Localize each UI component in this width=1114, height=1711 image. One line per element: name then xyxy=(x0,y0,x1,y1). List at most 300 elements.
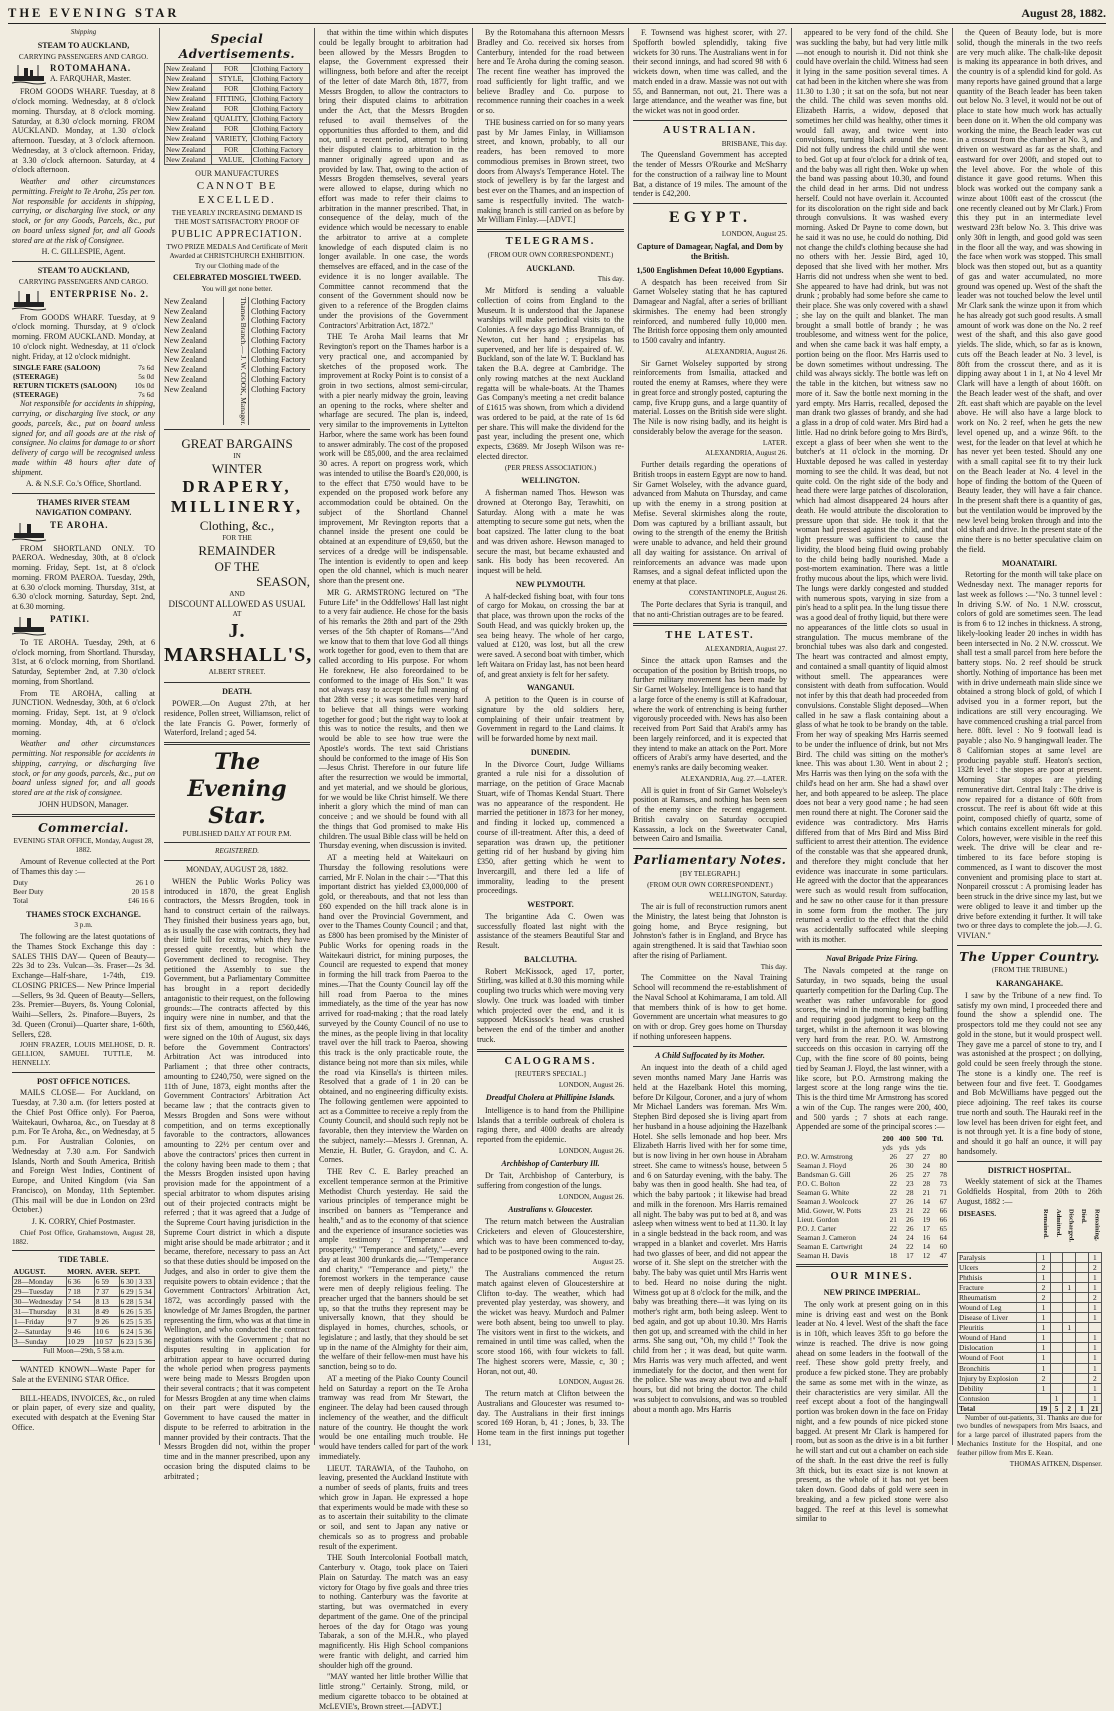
commercial-head: Commercial. xyxy=(38,820,129,835)
ship-agent: A. & N.S.F. Co.'s Office, Shortland. xyxy=(25,479,142,489)
factory-row xyxy=(165,84,310,94)
hospital-cell xyxy=(1076,1313,1089,1323)
hospital-cell: 2 xyxy=(1088,1373,1101,1383)
factory-row xyxy=(165,124,310,134)
hospital-row xyxy=(958,1383,1102,1393)
divider xyxy=(12,1360,155,1361)
millinery-word: MILLINERY, xyxy=(170,497,304,517)
yearly-demand: THE YEARLY INCREASING DEMAND IS THE MOST SATISFACTORY PROOF OF xyxy=(171,209,303,226)
steamer-icon xyxy=(12,614,46,636)
dateline: LONDON, August 25. xyxy=(721,229,787,238)
latest-text-2: All is quiet in front of Sir Garnet Wolseley's position at Ramses, and nothing has been seen of the enemy since the recent engagement. British cavalry on Saturday occupied Kassassin, a lock on the Sweetwater Canal, between Cairo and Ismailia. xyxy=(633,785,787,844)
zealand-item: New Zealand xyxy=(164,355,207,365)
exchange-head: THAMES STOCK EXCHANGE. xyxy=(26,909,141,919)
zealand-list xyxy=(164,297,223,425)
factory-cell: New Zealand xyxy=(165,94,212,104)
hospital-header: DISEASES. xyxy=(958,1208,997,1218)
hospital-cell xyxy=(1076,1363,1089,1373)
hospital-cell: Contusion xyxy=(958,1393,1037,1403)
hospital-cell xyxy=(1063,1313,1076,1323)
newplymouth-text: A half-decked fishing boat, with four tons of cargo for Mokau, on crossing the bar at that place, was thrown upon the rocks of the South Head, and was quickly broken up, the sea being heavy. The whole of her cargo, valued at £120, was lost, but all the crew were saved. A second boat with timber, which left Waitara on Friday last, has not been heard of, and great anxiety is felt for her safety. xyxy=(477,591,624,679)
steam-auckland-head-2: STEAM TO AUCKLAND, xyxy=(37,266,130,276)
factory-row xyxy=(165,114,310,124)
factory-cell: FOR xyxy=(211,104,251,114)
football-match: THE South Intercolonial Football match, Canterbury v. Otago, took place on Taieri Plain on Saturday. The match was an easy victory for Otago by five goals and three tries to nothing. Canterbury was the favorite at starting, but was overmatched in every department of the game. One of the principal heroes of the day for Otago was young Tabarak, a son of the M.H.R., who played magnificently. His High School companions were frantic with delight, and carried him shoulder high off the ground. xyxy=(319,1553,468,1670)
naval-row xyxy=(796,1251,948,1260)
tide-cell: 7 54 xyxy=(66,1297,94,1307)
ship-name: PATIKI. xyxy=(50,613,90,624)
naval-header: Ttl. xyxy=(932,1134,944,1143)
revenue-label: Duty xyxy=(13,878,28,888)
revenue-label: Beer Duty xyxy=(13,887,44,897)
steam-auckland-sub: CARRYING PASSENGERS AND CARGO. xyxy=(18,52,149,61)
hospital-total-cell: 21 xyxy=(1088,1403,1101,1413)
tide-row xyxy=(13,1287,155,1297)
ship-agent: JOHN HUDSON, Manager. xyxy=(38,799,129,809)
divider xyxy=(633,623,787,626)
death-notice: POWER.—On August 27th, at her residence, Pollen street, Williamson, relict of the late Francis G. Power, formerly of Waterford, Ireland ; aged 54. xyxy=(164,699,310,738)
ship-name: TE AROHA. xyxy=(50,519,109,530)
hospital-cell xyxy=(1076,1253,1089,1263)
clothing-item: Clothing Factory xyxy=(251,316,306,326)
naval-header xyxy=(796,1134,881,1143)
divider xyxy=(477,1049,624,1052)
divider xyxy=(633,848,787,849)
naval-cell: 17 xyxy=(922,1224,931,1234)
archbishop-head: Archbishop of Canterbury Ill. xyxy=(501,1158,600,1168)
calograms-sub: [REUTER'S SPECIAL.] xyxy=(515,1070,586,1079)
our-manufactures: OUR MANUFACTURES xyxy=(195,168,279,178)
column-3 xyxy=(315,28,473,1711)
hospital-cell xyxy=(1076,1343,1089,1353)
naval-subheader xyxy=(796,1143,881,1152)
factory-cell: New Zealand xyxy=(165,84,212,94)
upper-country-sub: (FROM THE TRIBUNE.) xyxy=(991,966,1068,975)
tide-cell: 9 7 xyxy=(66,1317,94,1327)
remainder-word: REMAINDER xyxy=(198,542,276,558)
revenue-row xyxy=(12,887,155,896)
hospital-cell: Wound of Hand xyxy=(958,1333,1037,1343)
naval-cell: 18 xyxy=(889,1251,897,1261)
hospital-cell: 1 xyxy=(1088,1383,1101,1393)
balclutha-text: Robert McKissock, aged 17, porter, Stirling, was killed at 8.30 this morning while coupling two trucks which were moving very slowly. One truck was loaded with timber which projected over the end, and it is supposed McKissock's head was crushed between the end of the timber and another truck. xyxy=(477,966,624,1044)
hospital-cell: 2 xyxy=(1088,1293,1101,1303)
hospital-cell: 2 xyxy=(1037,1373,1050,1383)
tide-cell: 8 13 xyxy=(94,1297,119,1307)
tide-cell: 31—Thursday xyxy=(13,1307,67,1317)
thames-branch: Thames Branch.— J. W. COOK, Manager. xyxy=(223,297,249,425)
tide-cell: 6 25 | 5 35 xyxy=(119,1317,154,1327)
hospital-cell xyxy=(1063,1373,1076,1383)
ship-advert-enterprise xyxy=(12,289,155,311)
dateline: LONDON, August 26. xyxy=(558,1378,624,1387)
naval-cell: 22 xyxy=(889,1224,897,1234)
hospital-cell: Rheumatism xyxy=(958,1293,1037,1303)
divider xyxy=(164,742,310,745)
naval-row xyxy=(796,1233,948,1242)
naval-row xyxy=(796,1170,948,1179)
factory-row xyxy=(165,64,310,74)
clothing-list xyxy=(249,297,310,425)
hospital-cell: 1 xyxy=(1088,1353,1101,1363)
egypt-head: EGYPT. xyxy=(669,209,751,227)
winter-word: WINTER xyxy=(211,460,263,476)
dateline: CONSTANTINOPLE, August 26. xyxy=(688,588,787,597)
dateline: ALEXANDRIA, August 27. xyxy=(705,645,787,654)
tide-foot: Full Moon—29th, 5 58 a.m. xyxy=(43,1347,124,1356)
exchange-text: The following are the latest quotations of the Thames Stock Exchange this day : SALES THIS DAY— Queen of Beauty—22s 3d to 23s. Vulcan—3s. Fraser—2s 3d. Exchange—Half-share, 1-74th, £19. CLOSING PRICES— New Prince Imperial—Sellers, 9s 3d. Queen of Beauty—Sellers, 23s. Premier—Buyers, 8s. Young Colonial, Waihi—Sellers, 2s. Pinafore—Buyers, 2s 3d. Queen (Cronui)—Quarter share, 1-60th, Sellers, £28. xyxy=(12,932,155,1039)
dateline: WELLINGTON, Saturday. xyxy=(709,891,787,900)
hospital-cell: 1 xyxy=(1088,1273,1101,1283)
parliamentary-sub: [BY TELEGRAPH.] xyxy=(680,869,740,878)
dateline: This day. xyxy=(760,962,787,971)
naval-row xyxy=(796,1215,948,1224)
hospital-cell xyxy=(1050,1273,1063,1283)
naval-cell: 64 xyxy=(939,1233,947,1243)
tide-cell: 1—Friday xyxy=(13,1317,67,1327)
naval-row xyxy=(796,1152,948,1161)
factory-cell: Clothing Factory xyxy=(251,134,309,144)
factory-cell: Clothing Factory xyxy=(251,144,309,154)
factory-cell: New Zealand xyxy=(165,64,212,74)
cricket-text-3: The return match at Clifton between the Australians and Gloucester was resumed to-day. The Australians in their first innings scored 169 Horan, b, 41 ; Jones, b, 33. The Home team in the first innings put together 131, xyxy=(477,1389,624,1447)
auckland-head: AUCKLAND. xyxy=(526,263,575,273)
hospital-cell: 1 xyxy=(1037,1363,1050,1373)
defeat-head: 1,500 Englishmen Defeat 10,000 Egyptians. xyxy=(636,265,784,275)
postoffice-text: MAILS CLOSE— For Auckland, on Tuesday, at 7.30 a.m. (for letters posted at the Chief Post Office only). For Paeroa, Waitekauri, Owharoa, &c., on Tuesday at 8 p.m. For Te Aroha, &c., on Wednesday, at 5 p.m. For Australian Colonies, on Wednesday at 7.30 a.m. For Sandwich Islands, North and South America, British and Foreign West Indies, Continent of Europe, and United Kingdom (via San Francisco), on Monday, 11th September. (This mail will be due in London on 23rd October.) xyxy=(12,1088,155,1215)
naval-cell: P.O. J. Carter xyxy=(797,1224,837,1234)
dateline: LONDON, August 26. xyxy=(558,1081,624,1090)
factory-cell: FOR xyxy=(211,124,251,134)
masthead-title: THE EVENING STAR xyxy=(8,6,180,20)
column-7 xyxy=(953,28,1106,1468)
harbor-report: THE Te Aroha Mail learns that Mr Revington's report on the Thames harbor is a very practical one, and accompanied by sketches of the proposed work. The improvement at Rocky Point is to consist of a groin in two sections, almost semi-circular, with a pier nearly midway the groin, leaving an opening to the rocks, where shelter and wharfage are secured. The plan is, indeed, very similar to the improvements in Lyttelton Harbor, where the same work has been found to answer admirably. The cost of the proposed work will be £85,000, and the area reclaimed 30 acres. A report on progress work, which was intended to utilise the Board's £20,000, is to the effect that £750 would have to be expended on the proposed work before any accommodation could be obtained. On the subject of the Shortland Channel improvement, Mr Revington reports that a channel inside the present one could be obtained at an expenditure of £9,650, but the services of a dredge will be indispensable. The intention is evidently to open and keep open the old channel, which is much nearer shore than the present one. xyxy=(319,332,468,585)
divider xyxy=(633,120,787,121)
special-adverts-head: Special Advertisements. xyxy=(178,32,296,61)
hospital-cell xyxy=(1050,1313,1063,1323)
dateline: LONDON, August 26. xyxy=(558,1192,624,1201)
naval-cell: Seaman J. Cameron xyxy=(797,1233,856,1243)
factory-cell: Clothing Factory xyxy=(251,104,309,114)
hospital-cell xyxy=(1050,1383,1063,1393)
naval-subheader: yds xyxy=(898,1143,910,1153)
naval-cell: 19 xyxy=(922,1215,931,1225)
death-head: DEATH. xyxy=(222,687,252,697)
hospital-row xyxy=(958,1343,1102,1353)
hospital-cell: 1 xyxy=(1037,1343,1050,1353)
column-1 xyxy=(8,28,160,1445)
factory-cell: STYLE, xyxy=(211,74,251,84)
hospital-cell: 1 xyxy=(1088,1313,1101,1323)
hospital-cell xyxy=(1063,1363,1076,1373)
naval-header: 500 xyxy=(915,1134,927,1143)
tide-cell: 9 26 xyxy=(94,1317,119,1327)
ship-note: Not responsible for accidents in shipping, carrying, or discharging live stock, or any goods, parcels, &c., put on board unless signed for, and all goods are at the risk of consignee. No claims for damage to or short delivery of cargo will be recognised unless made within 48 hours after date of shipment. xyxy=(12,399,155,477)
revenue-value: £46 16 6 xyxy=(128,896,154,906)
naval-cell: 12 xyxy=(922,1251,931,1261)
moanataiari-text: Retorting for the month will take place on Wednesday next. The manager reports for last week as follows :—"No. 3 tunnel level : In driving S.W. of No. 1 N.W. crosscut, colors of gold are sometimes seen. The lead is from 6 to 12 inches in thickness. A strong, likely-looking leader 20 inches in width has been intersected in No. 2 N.W. crosscut. We shall test a small parcel from here before the battery stops. No. 2 reef should be struck shortly. Nothing of importance has been met with in drive underneath main slide since we obtained a strong block of gold, of which I advised you in a former report, but the indications are still very encouraging. We have commenced crushing a trial parcel from here. 80ft. level : No 9 footwall lead is payable ; also No. 9 hangingwall leader. The 8 Californian stopes at same level are producing payable stuff. Heaton's section, 132ft level : the stopes are poor at present. Morning Star stopes are yielding remunerative dirt. Central Italy : The drive is now repaired for a distance of 60ft from crosscut. The reef is about 6ft wide at this point, composed chiefly of quartz, some of which contains excellent minerals for gold. Colors, however, were visible in the reef this week. The drive will be clear and re-timbered to its face before stoping is commenced, as I want to discover the most convenient and promising place to start at. Nonpareil crosscut : A promising leader has been struck in the drive since my last, but we were obliged to leave it and timber up the drive before extending it further. It will take two or three days to complete the job.—J. G. VIVIAN." xyxy=(957,570,1102,940)
naval-cell: 66 xyxy=(939,1215,947,1225)
factory-cell: Clothing Factory xyxy=(251,94,309,104)
moanataiari-head: MOANATAIRI. xyxy=(1001,558,1058,568)
hospital-row xyxy=(958,1293,1102,1303)
column-2 xyxy=(160,28,315,1481)
fare-value: 7s 6d xyxy=(138,363,154,373)
horses-item: By the Rotomahana this afternoon Messrs Bradley and Co. received six horses from Canterbury, intended for the road between here and Te Aroha during the coming season. The recent fine weather has improved the road sufficiently for light traffic, and we believe Bradley and Co. purpose to recommence running their coaches in a week or so. xyxy=(477,28,624,115)
revenue-row xyxy=(12,896,155,905)
hospital-cell: 1 xyxy=(1088,1253,1101,1263)
hospital-cell: 1 xyxy=(1037,1323,1050,1333)
australian-text: The Queensland Government has accepted the tender of Messrs O'Rourke and McSharry for the construction of a railway line to Mount Bat, a distance of 19 miles. The amount of the tender is £42,200. xyxy=(633,150,787,199)
tide-header: SEPT. xyxy=(120,1267,140,1277)
ship-name: ENTERPRISE No. 2. xyxy=(50,288,150,299)
hospital-cell: 1 xyxy=(1037,1383,1050,1393)
press-association: (PER PRESS ASSOCIATION.) xyxy=(504,463,597,472)
registered-line: REGISTERED. xyxy=(214,847,260,856)
lecture-report: MR G. ARMSTRONG lectured on "The Future Life" in the Oddfellows' Hall last night to a very fair audience. He chose for the basis of his remarks the 28th and part of the 29th verses of the 5th chapter of Romans—"And we know that to them that love God all things work together for good, even to them that are called according to His purpose. For whom He foreknew, He also foreordained to be conformed to the image of His Son." It was not always easy to accept the full meaning of that 28th verse ; it was sometimes very hard to believe that all things were working together for good ; but the right way to look at this was to notice the results, and then we would be able to see how true were the Apostle's words. The text said Christians should be conformed to the image of His Son—Jesus Christ. Therefore in our future life after the resurrection we would be immortal, and yet material, and we should be glorious, for we would be like Christ himself. We there inherit a glory which the mind of man can conceive ; and we should be found with all the things that God promised to make His children. The usual Bible class will be held on Thursday evening, when discussion is invited. xyxy=(319,587,468,851)
tide-row xyxy=(13,1337,155,1347)
factory-cell: New Zealand xyxy=(165,154,212,164)
factory-cell: Clothing Factory xyxy=(251,154,309,164)
hospital-header: Died. xyxy=(1080,1208,1088,1224)
factory-cell: FOR xyxy=(211,144,251,154)
finlay-advert: THE business carried on for so many years past by Mr James Finlay, in Williamson street, and known, probably, to all our readers, has been removed to more commodious premises in Brown street, two doors from Always's Temperance Hotel. The stock of jewellery is by far the largest and best ever on the Thames, and an inspection of same is respectfully invited. The watch-making branch is still carried on as before by Mr William Finlay.—[ADVT.] xyxy=(477,117,624,225)
fare-row xyxy=(12,363,155,372)
naval-row xyxy=(796,1188,948,1197)
hospital-cell: Phthisis xyxy=(958,1273,1037,1283)
hospital-cell: Wound of Foot xyxy=(958,1353,1037,1363)
mines-head: OUR MINES. xyxy=(830,1271,914,1283)
hospital-cell xyxy=(1063,1353,1076,1363)
hospital-sign: THOMAS AITKEN, Dispenser. xyxy=(1009,1459,1102,1468)
factory-cell: Clothing Factory xyxy=(251,114,309,124)
masthead xyxy=(8,6,1106,24)
naval-cell: 26 xyxy=(889,1152,897,1162)
public-appreciation: PUBLIC APPRECIATION. xyxy=(171,228,303,240)
divider xyxy=(633,203,787,204)
divider xyxy=(164,860,310,861)
hospital-cell: 1 xyxy=(1088,1333,1101,1343)
naval-cell: 14 xyxy=(922,1242,931,1252)
tide-head: TIDE TABLE. xyxy=(58,1255,109,1265)
ship-advert-patiki xyxy=(12,614,155,636)
naval-cell: 24 xyxy=(889,1242,897,1252)
ship-schedule: From GOODS WHARF. Tuesday, at 9 o'clock morning. Thursday, at 9 o'clock morning. FROM AUCKLAND. Monday, at 10 o'clock night. Wednesday, at 11 o'clock night. Friday, at 12 o'clock midnight. xyxy=(12,312,155,361)
factory-cell: Clothing Factory xyxy=(251,84,309,94)
hospital-row xyxy=(958,1363,1102,1373)
hospital-cell: 1 xyxy=(1037,1353,1050,1363)
naval-cell: 14 xyxy=(922,1197,931,1207)
hospital-cell xyxy=(1076,1293,1089,1303)
naval-cell: Lieut. Gordon xyxy=(797,1215,839,1225)
discount-line: DISCOUNT ALLOWED AS USUAL xyxy=(168,599,306,610)
parliamentary-head: Parliamentary Notes. xyxy=(633,853,787,868)
hospital-cell xyxy=(1063,1293,1076,1303)
hospital-row xyxy=(958,1323,1102,1333)
factory-cell: New Zealand xyxy=(165,134,212,144)
zealand-item: New Zealand xyxy=(164,296,207,306)
tide-cell: 10 57 xyxy=(94,1337,119,1347)
ship-schedule: FROM GOODS WHARF. Tuesday, at 8 o'clock morning. Wednesday, at 8 o'clock morning. Thursday, at 8 o'clock morning. Saturday, at 8.30 o'clock morning. FROM AUCKLAND. Monday, at 1.30 o'clock afternoon. Tuesday, at 3 o'clock afternoon. Wednesday, at 3 o'clock afternoon. Friday, at 3.30 o'clock afternoon. Saturday, at 4 o'clock afternoon. xyxy=(12,87,155,175)
naval-cell: Mid. Gower, W. Potts xyxy=(797,1206,862,1216)
tide-cell: 8 49 xyxy=(94,1307,119,1317)
naval-cell: 26 xyxy=(906,1197,914,1207)
tide-row xyxy=(13,1277,155,1287)
factory-cell: New Zealand xyxy=(165,104,212,114)
clothing-item: Clothing Factory xyxy=(251,384,306,394)
tide-cell: 10 29 xyxy=(66,1337,94,1347)
naval-row xyxy=(796,1224,948,1233)
divider xyxy=(12,261,155,262)
cholera-head: Dreadful Cholera at Phillipine Islands. xyxy=(485,1093,616,1102)
ship-note: Weather and other circumstances permitting. Freight to Te Aroha, 25s per ton. Not responsible for accidents in shipping, carrying, or discharging live stock, or any stock, or for any Goods, Parcels, &c., put on board unless signed for, and all Goods stored are at the risk of Consignee. xyxy=(12,177,155,245)
revenue-value: 26 1 0 xyxy=(135,878,154,888)
billheads-notice: BILL-HEADS, INVOICES, &c., on ruled or plain paper, of every size and quality, executed with despatch at the Evening Star Office. xyxy=(12,1393,155,1432)
steamer-icon xyxy=(12,520,46,542)
dateline: LONDON, August 26. xyxy=(558,1146,624,1155)
parliamentary-text-2: The Committee on the Naval Training School will recommend the re-establishment of the Naval School at Kohimarama, I am told. All that members think of is how to get home. Government are uncertain what measures to go on with or drop. Grey goes home on Thursday if nothing unforeseen happens. xyxy=(633,973,787,1041)
naval-cell: P.O. C. Bolton xyxy=(797,1179,840,1189)
naval-cell: 71 xyxy=(939,1188,947,1198)
paper-title: The Evening Star. xyxy=(187,749,287,829)
divider xyxy=(477,229,624,232)
hospital-row xyxy=(958,1333,1102,1343)
steam-auckland-head: STEAM TO AUCKLAND, xyxy=(37,40,130,50)
albert-street: ALBERT STREET. xyxy=(208,667,266,676)
naval-cell: 22 xyxy=(922,1206,931,1216)
column-6 xyxy=(792,28,953,1524)
hospital-cell xyxy=(1050,1303,1063,1313)
shipping-label: Shipping xyxy=(70,28,97,36)
hospital-cell xyxy=(1050,1253,1063,1263)
hospital-cell xyxy=(1063,1343,1076,1353)
hospital-cell: 1 xyxy=(1037,1253,1050,1263)
factory-cell: Clothing Factory xyxy=(251,64,309,74)
tide-cell: 2—Saturday xyxy=(13,1327,67,1337)
latest-text: Since the attack upon Ramses and the occupation of the position by British troops, no further military movement has been made by Sir Garnet Wolseley. Intelligence is to hand that a large force of the enemy is still at Kafradouar, where the work of entrenching is being further vigorously proceeded with. News has also been received from Port Said that Arabi's army has been largely reinforced, and it is expected that they intend to make an attack on the Port. More officers of Arabi's army have deserted, and the enemy's ranks are daily becoming weaker. xyxy=(633,655,787,773)
hospital-cell xyxy=(1088,1323,1101,1333)
factory-cell: New Zealand xyxy=(165,124,212,134)
naval-row xyxy=(796,1179,948,1188)
tide-row xyxy=(13,1327,155,1337)
hospital-cell xyxy=(1063,1263,1076,1273)
tide-cell: 28—Monday xyxy=(13,1277,67,1287)
postoffice-head: POST OFFICE NOTICES. xyxy=(37,1076,130,1086)
in-word: IN xyxy=(233,451,241,460)
wanganui-head: WANGANUI. xyxy=(526,683,575,693)
marshall-advert xyxy=(164,436,313,676)
postoffice-foot: Chief Post Office, Grahamstown, August 28, 1882. xyxy=(12,1228,155,1246)
naval-cell: 22 xyxy=(889,1188,897,1198)
fare-label: (STEERAGE) xyxy=(13,372,59,382)
hospital-cell: 1 xyxy=(1088,1303,1101,1313)
hospital-cell: 1 xyxy=(1037,1313,1050,1323)
karangahake-head: KARANGAHAKE. xyxy=(996,979,1063,989)
naval-cell: 16 xyxy=(922,1233,931,1243)
latest-head: THE LATEST. xyxy=(665,630,755,642)
naval-cell: 23 xyxy=(906,1179,914,1189)
naval-cell: 27 xyxy=(922,1170,931,1180)
hospital-cell xyxy=(1050,1283,1063,1293)
naval-cell: 21 xyxy=(906,1206,914,1216)
naval-head: Naval Brigade Prize Firing. xyxy=(825,953,918,963)
egypt-text-1: A despatch has been received from Sir Garnet Wolseley stating that he has captured Damagear and Nagfal, after a series of brilliant skirmishes. The enemy had been strongly reinforced, and numbered fully 10,000 men. The British force opposing them only amounted to 1500 cavalry and infantry. xyxy=(633,277,787,346)
divider xyxy=(12,1250,155,1251)
hospital-cell xyxy=(1076,1273,1089,1283)
naval-cell: 26 xyxy=(906,1215,914,1225)
naval-cell: 60 xyxy=(939,1242,947,1252)
divider xyxy=(12,1389,155,1390)
dunedin-text: In the Divorce Court, Judge Williams granted a rule nisi for a dissolution of marriage, on the petition of Grace Macnab Stuart, wife of Thomas Kendal Stuart. There was no appearance of the respondent. He married the petitioner in 1873 for her money, and finding it locked up, commenced a course of ill-treatment. After this, a deed of separation was drawn up, the petitioner getting rid of her husband by giving him £350, after getting which he went to Invercargill, and there led a life of immorality, leading to the present proceedings. xyxy=(477,759,624,896)
tide-cell: 9 46 xyxy=(66,1327,94,1337)
marshall-name: J. MARSHALL'S, xyxy=(164,619,313,667)
wanted-notice: WANTED KNOWN—Waste Paper for Sale at the EVENING STAR Office. xyxy=(12,1365,155,1384)
hospital-cell xyxy=(1076,1323,1089,1333)
naval-cell: 24 xyxy=(889,1233,897,1243)
fare-label: (STEERAGE) xyxy=(13,390,59,400)
zealand-item: New Zealand xyxy=(164,345,207,355)
naval-scores-table xyxy=(796,1134,948,1260)
parliamentary-sub-2: (FROM OUR OWN CORRESPONDENT.) xyxy=(647,880,773,889)
factory-row xyxy=(165,74,310,84)
zealand-item: New Zealand xyxy=(164,326,207,335)
ship-advert-rotomahana xyxy=(12,63,155,85)
auckland-time: This day. xyxy=(597,275,624,284)
temperance-sermon: THE Rev C. E. Barley preached an excellent temperance sermon at the Primitive Methodist Church yesterday. He said the various principles of temperance might be inscribed on banners as "Temperance and health," and as to the economy of that science and the experience of insurance societies was ample testimony ; "Temperance and prosperity," "Temperance and safety,"—every day at least 300 drunkards die,—"Temperance and charity," "Temperance and piety," the foremost workers in the temperance cause were men of deeply religious feeling. The preacher urged that the banners should be set up, so that the truths they represent may be universally known, that they should be displayed in homes, churches, schools, or legislature ; and lastly, that they should be set up in the name of the Almighty for their aim, the welfare of their fellow-men must have his sanction, being so to do. xyxy=(319,1167,468,1371)
fare-row xyxy=(12,390,155,399)
hospital-row xyxy=(958,1283,1102,1293)
hospital-cell xyxy=(1076,1353,1089,1363)
hospital-cell: Pleuritis xyxy=(958,1323,1037,1333)
naval-cell: 27 xyxy=(906,1152,914,1162)
ship-schedule: FROM SHORTLAND ONLY. TO PAEROA. Wednesday, 30th, at 8 o'clock morning. Friday, Sept. 1st, at 8 o'clock morning. FROM PAEROA. Tuesday, 29th, at 6.30 o'clock morning. Thursday, 31st, at 6.30 o'clock morning. Saturday, Sept. 2nd, at 6.30 morning. xyxy=(12,543,155,612)
column-4 xyxy=(473,28,629,1445)
hospital-cell: 1 xyxy=(1088,1393,1101,1403)
factory-cell: VARIETY, xyxy=(211,134,251,144)
steamer-icon xyxy=(12,63,46,85)
hospital-cell xyxy=(1076,1263,1089,1273)
hospital-cell xyxy=(1050,1263,1063,1273)
and-word: AND xyxy=(229,590,245,599)
hospital-cell: 2 xyxy=(1037,1293,1050,1303)
factory-cell: Clothing Factory xyxy=(251,74,309,84)
divider xyxy=(633,1046,787,1047)
naval-cell: 25 xyxy=(906,1170,914,1180)
hospital-cell: 1 xyxy=(1088,1363,1101,1373)
hospital-cell xyxy=(1063,1303,1076,1313)
hospital-cell: Wound of Leg xyxy=(958,1303,1037,1313)
zealand-item: New Zealand xyxy=(164,365,207,374)
hospital-cell xyxy=(1076,1303,1089,1313)
hospital-row xyxy=(958,1373,1102,1383)
japanese-seeds: LIEUT. TARAWIA, of the Tauhoho, on leaving, presented the Auckland Institute with a number of seeds of plants, fruits and trees which grow in Japan. He expressed a hope that experiments would be made with these so as to ascertain their suitability to the climate or soil, and sent to Japan any native or chemicals so as to progress and probable result of the experiment. xyxy=(319,1463,468,1551)
factory-cell: New Zealand xyxy=(165,144,212,154)
naval-cell: 26 xyxy=(906,1224,914,1234)
fare-label: RETURN TICKETS (SALOON) xyxy=(13,381,117,391)
mine-report-continued: the Queen of Beauty lode, but is more solid, though the minerals in the two reefs are very much alike. The chalk-like deposit is making its appearance in both drives, and the country is of a splendid kind for gold. As many reports have gained ground that a large quantity of the Beach leader has been taken out below No. 3 level, it would not be out of place to state how much work has actually been done on it. When the old company was working the mine, the Beach leader was cut in a crosscut from the chamber at No. 3, and driven on westward as far as the shaft, and eastward for over 200ft, and stoped out to the level above. For the whole of this distance it gave good returns. When this block was worked out the company sank a winze about 100ft east of the crosscut (the one recently cleaned out by Mr Clark.) From this they put in an intermediate level westward 23ft below No. 3. This drive was only 30ft in length, and good gold was seen in the floor all the way, and was showing in the face when work was stopped. This small block was then stoped out, but as a quantity of gas and water accumulated, no more ground was opened up. West of the shaft the leader was not touched below the level until Mr Clark sank the winze upon it from which he has already got such good results. A small amount of work was done on the No. 2 reef west of the shaft, and this also gave good yields. The slide, which, so far as is known, cuts off the Beach leader at No. 3 level, is 80ft from the crosscut there, and as it is dipping away about 1 in 1, at No 4 level Mr Clark will have a length of about 160ft. on the Beach leader west of the shaft, and over 2ft. east shaft which are payable on the level above. He will also have a large block to work on No. 2 reef, when he gets the new level opened up, and a winze 96ft. to the west, for the leader on that level at which he has never yet been tested. Should any one with a small capital see fit to try their luck on the Beach leader at No. 4 level in the hope of finding the bottom of the Queen of Beauty leader, they will have a fair chance. In the present shaft there is a quantity of gas, but the ventilation would be improved by the new level being broken through and into the old shaft and drive. In the present state of the mine there is no better speculative claim on the field. xyxy=(957,28,1102,554)
tide-cell: 29—Tuesday xyxy=(13,1287,67,1297)
masthead-date: August 28, 1882. xyxy=(1021,6,1106,20)
cricket-text: The return match between the Australian Cricketers and eleven of Gloucestershire, which was to have been commenced to-day, had to be postponed owing to the rain. xyxy=(477,1217,624,1256)
drapery-word: DRAPERY, xyxy=(182,476,292,496)
hospital-cell: Debility xyxy=(958,1383,1037,1393)
hospital-cell xyxy=(1076,1383,1089,1393)
hospital-total-cell: 2 xyxy=(1063,1403,1076,1413)
branch-advert xyxy=(164,297,310,425)
egypt-text-3: Further details regarding the operations of British troops in eastern Egypt are now to hand. Sir Garnet Wolseley, with the advance guard, advanced from Mahuta on Thursday, and came up with the enemy in a strong position at Mefise. Several skirmishes along the route, Dom was captured by a brilliant assault, but owing to the strength of the enemy the British were unable to advance, and held their ground all day waiting for assistance. On arrival of reinforcements an advance was made upon Ramses, and a signal defeat inflicted upon the enemy at that place. xyxy=(633,460,787,587)
revenue-value: 20 15 8 xyxy=(131,887,154,897)
hospital-cell: Injury by Explosion xyxy=(958,1373,1037,1383)
